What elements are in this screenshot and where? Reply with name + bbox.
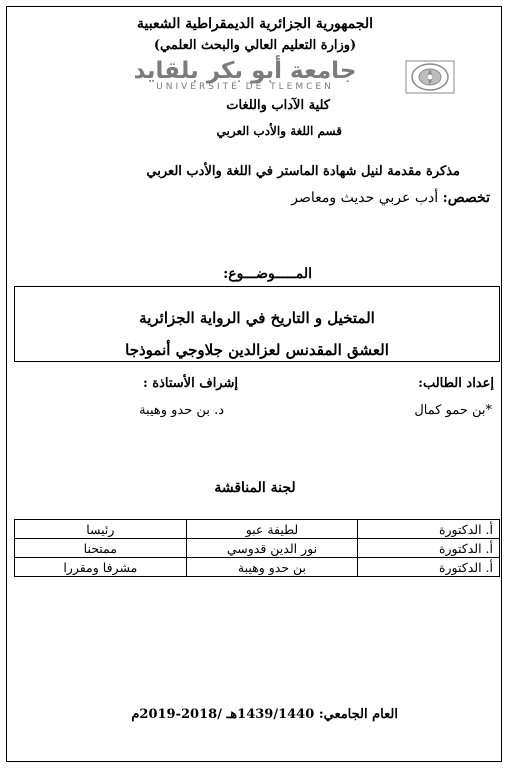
table-row [15,558,500,577]
memo-statement: مذكرة مقدمة لنيل شهادة الماستر في اللغة والأدب العربي [146,164,460,179]
topic-line-1: المتخيل و التاريخ في الرواية الجزائرية [139,309,375,327]
university-name-fr: UNIVERSITÉ DE TLEMCEN [156,82,334,92]
topic-box [14,286,500,362]
student-label: إعداد الطالب: [418,376,494,391]
supervisor-label: إشراف الأستاذة : [142,376,238,391]
committee-title: لجنة المناقشة [214,480,296,496]
university-logo [40,58,480,98]
member-title: أ. الدكتورة [358,520,500,539]
table-row [15,539,500,558]
academic-year [131,707,398,722]
specialization-value: أدب عربي حديث ومعاصر [291,190,439,206]
faculty-name: كلية الآداب واللغات [226,98,330,113]
student-name: *بن حمو كمال [414,403,492,418]
member-title: أ. الدكتورة [358,558,500,577]
member-name: لطيفة عبو [186,520,358,539]
committee-table [14,519,500,577]
university-name-ar: جامعة أبو بكر بلقايد [133,58,357,84]
ministry-title: (وزارة التعليم العالي والبحث العلمي) [153,38,357,53]
topic-line-2: العشق المقدنس لعزالدين جلاوجي أنموذجا [125,341,389,359]
supervisor-name: د. بن حدو وهيبة [139,403,224,418]
table-row [15,520,500,539]
specialization [291,190,490,206]
specialization-label: تخصص: [442,190,490,206]
member-role: رئيسا [15,520,187,539]
member-name: نور الدين قدوسي [186,539,358,558]
topic-label: المـــــوضـــوع: [223,266,312,282]
department-name: قسم اللغة والأدب العربي [216,124,342,138]
university-emblem-icon [405,60,455,94]
academic-year-value: 1439/1440هـ /2018-2019م [131,707,315,722]
republic-title: الجمهورية الجزائرية الديمقراطية الشعبية [136,16,373,32]
member-role: ممتحنا [15,539,187,558]
academic-year-label: العام الجامعي: [318,707,398,722]
member-title: أ. الدكتورة [358,539,500,558]
member-role: مشرفا ومقررا [15,558,187,577]
member-name: بن حدو وهيبة [186,558,358,577]
